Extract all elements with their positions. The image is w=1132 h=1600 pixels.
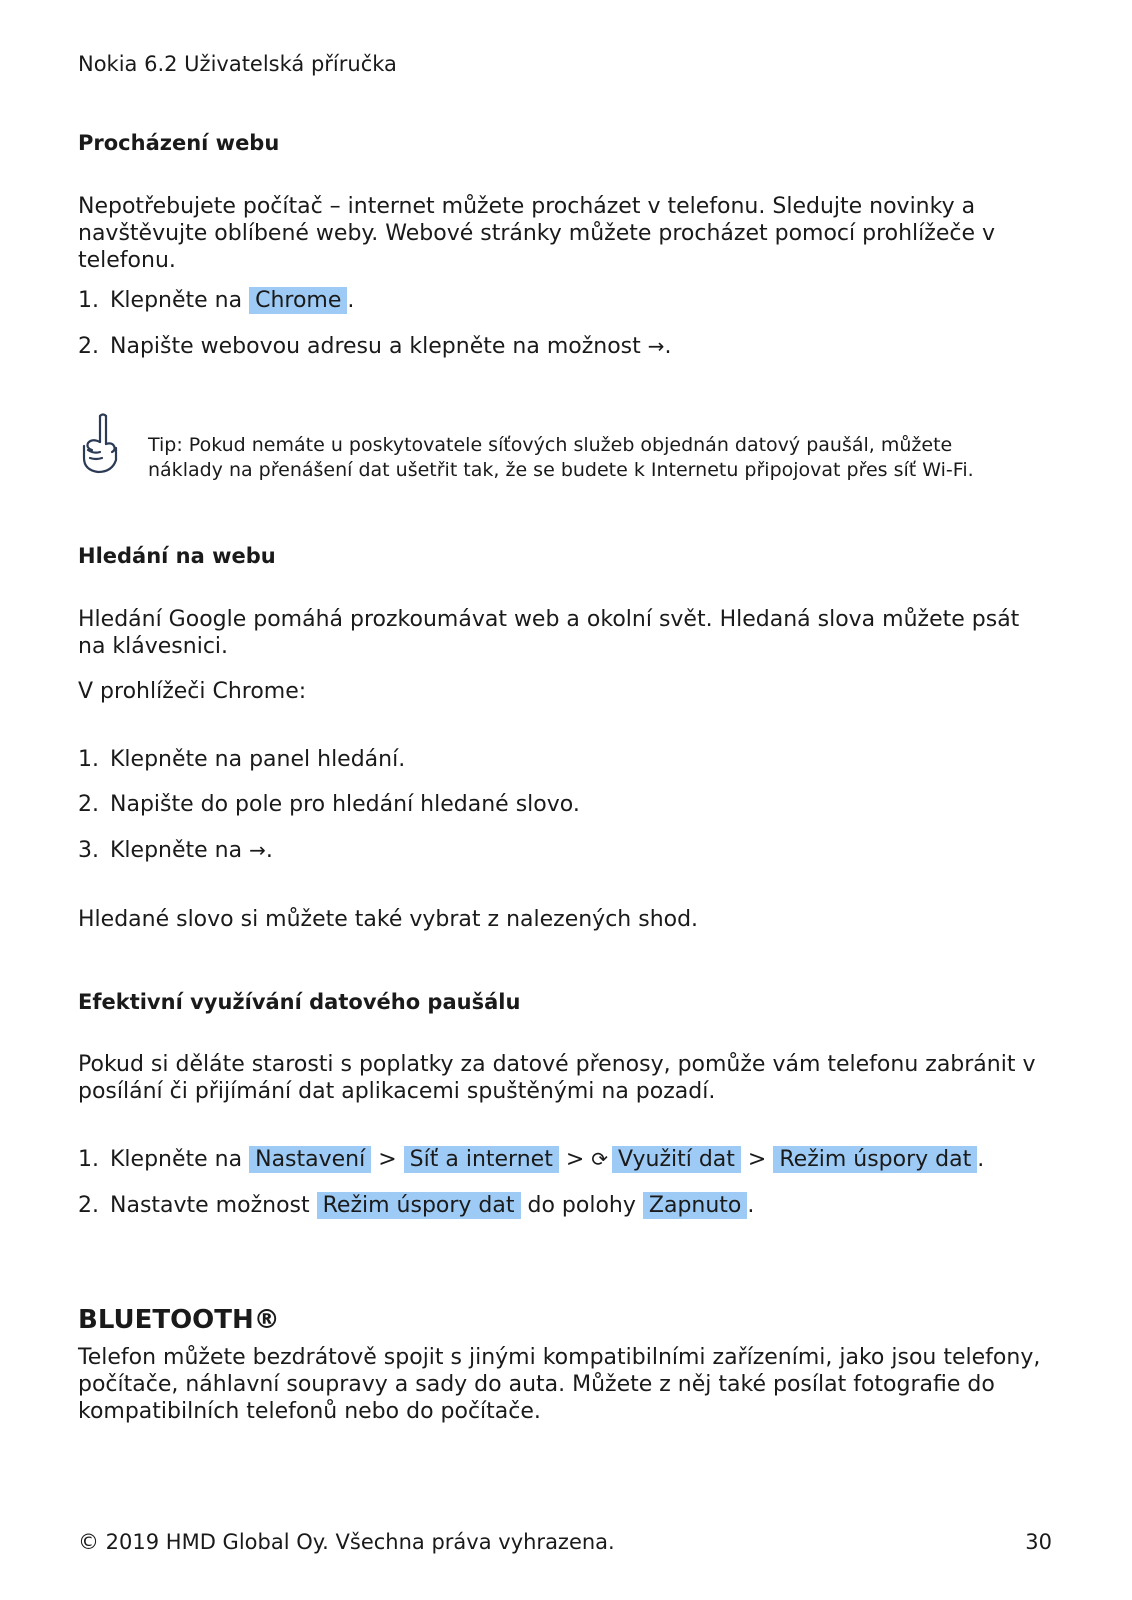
- data-intro: Pokud si děláte starosti s poplatky za datové přenosy, pomůže vám telefonu zabránit v posílání či přijímání dat aplikacemi spuštěnými na pozadí.: [78, 1052, 1036, 1104]
- data-saver-chip: Režim úspory dat: [317, 1192, 521, 1219]
- browse-step-2: 2. Napište webovou adresu a klepněte na možnost →.: [78, 334, 672, 359]
- search-step-2: 2. Napište do pole pro hledání hledané slovo.: [78, 792, 580, 817]
- chrome-chip: Chrome: [249, 287, 347, 314]
- section-heading-search: Hledání na webu: [78, 544, 276, 568]
- section-heading-data: Efektivní využívání datového paušálu: [78, 990, 521, 1014]
- on-chip: Zapnuto: [643, 1192, 748, 1219]
- page-number: 30: [1025, 1530, 1052, 1554]
- search-step-3: 3. Klepněte na →.: [78, 838, 273, 863]
- bluetooth-intro: Telefon můžete bezdrátově spojit s jinými kompatibilními zařízeními, jako jsou telefony, počítače, náhlavní soupravy a sady do auta. Můžete z něj také posílat fotografie do kompatibilních telefonů nebo do počítače.: [78, 1345, 1041, 1424]
- arrow-right-icon: →: [249, 838, 266, 862]
- search-intro: Hledání Google pomáhá prozkoumávat web a okolní svět. Hledaná slova můžete psát na klávesnici.: [78, 607, 1020, 659]
- search-lead: V prohlížeči Chrome:: [78, 679, 307, 704]
- footer-copyright: © 2019 HMD Global Oy. Všechna práva vyhrazena.: [78, 1530, 615, 1554]
- settings-chip: Nastavení: [249, 1146, 371, 1173]
- section-heading-browse: Procházení webu: [78, 131, 280, 155]
- search-outro: Hledané slovo si můžete také vybrat z nalezených shod.: [78, 907, 699, 932]
- data-step-2: 2. Nastavte možnost Režim úspory dat do polohy Zapnuto .: [78, 1193, 755, 1218]
- page-header-title: Nokia 6.2 Uživatelská příručka: [78, 52, 397, 76]
- section-heading-bluetooth: BLUETOOTH®: [78, 1305, 280, 1335]
- arrow-right-icon: →: [647, 334, 665, 358]
- pointing-hand-icon: [78, 412, 122, 476]
- tip-text: Tip: Pokud nemáte u poskytovatele síťových služeb objednán datový paušál, můžete náklady na přenášení dat ušetřit tak, že se budete k Internetu připojovat přes síť Wi-Fi.: [148, 434, 974, 481]
- refresh-icon: ⟳: [591, 1147, 609, 1171]
- data-usage-chip: Využití dat: [612, 1146, 741, 1173]
- data-step-1: 1. Klepněte na Nastavení > Síť a internet > ⟳ Využití dat > Režim úspory dat .: [78, 1147, 985, 1172]
- network-internet-chip: Síť a internet: [404, 1146, 559, 1173]
- search-step-1: 1. Klepněte na panel hledání.: [78, 747, 406, 772]
- browse-intro: Nepotřebujete počítač – internet můžete procházet v telefonu. Sledujte novinky a navštěvujte oblíbené weby. Webové stránky můžete procházet pomocí prohlížeče v telefonu.: [78, 194, 995, 273]
- browse-step-1: 1. Klepněte na Chrome .: [78, 288, 355, 313]
- data-saver-chip: Režim úspory dat: [773, 1146, 977, 1173]
